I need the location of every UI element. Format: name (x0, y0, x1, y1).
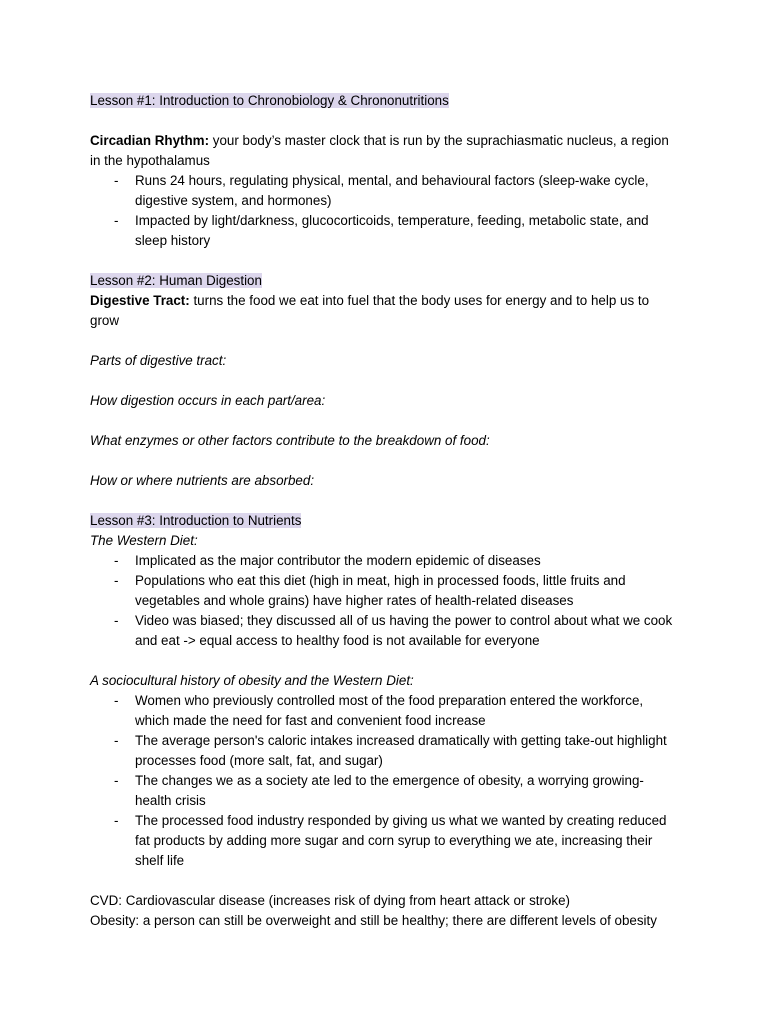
spacer (90, 111, 680, 131)
spacer (90, 651, 680, 671)
lesson3-heading-line (90, 511, 680, 531)
spacer (90, 871, 680, 891)
lesson2-heading: Lesson #2: Human Digestion (90, 273, 262, 288)
lesson3-heading: Lesson #3: Introduction to Nutrients (90, 513, 302, 528)
western-diet-bullet-list (90, 551, 680, 651)
bullet-dash: - (114, 553, 119, 568)
list-item (90, 811, 680, 871)
list-item (90, 771, 680, 811)
list-item-text: The average person's caloric intakes increased dramatically with getting take-out highlight processes food (more salt, fat, and sugar) (135, 733, 667, 768)
list-item (90, 211, 680, 251)
history-title: A sociocultural history of obesity and the Western Diet: (90, 673, 414, 688)
obesity-note: Obesity: a person can still be overweight and still be healthy; there are different levels of obesity (90, 913, 657, 928)
spacer (90, 371, 680, 391)
history-bullet-list (90, 691, 680, 871)
bullet-dash: - (114, 573, 119, 588)
list-item-text: Implicated as the major contributor the modern epidemic of diseases (135, 553, 541, 568)
lesson1-definition (90, 131, 680, 171)
spacer (90, 491, 680, 511)
lesson2-heading-line (90, 271, 680, 291)
question-absorption: How or where nutrients are absorbed: (90, 473, 315, 488)
circadian-rhythm-term: Circadian Rhythm: (90, 133, 210, 148)
bullet-dash: - (114, 773, 119, 788)
spacer (90, 411, 680, 431)
list-item (90, 731, 680, 771)
list-item (90, 551, 680, 571)
list-item (90, 691, 680, 731)
bullet-dash: - (114, 733, 119, 748)
list-item-text: The processed food industry responded by giving us what we wanted by creating reduced fat products by adding more sugar and corn syrup to everything we ate, increasing their shelf life (135, 813, 667, 868)
list-item-text: Runs 24 hours, regulating physical, mental, and behavioural factors (sleep-wake cycle, digestive system, and hormones) (135, 173, 649, 208)
list-item-text: Impacted by light/darkness, glucocorticoids, temperature, feeding, metabolic state, and sleep history (135, 213, 649, 248)
question-parts: Parts of digestive tract: (90, 353, 227, 368)
circadian-rhythm-definition: your body’s master clock that is run by the suprachiasmatic nucleus, a region in the hypothalamus (90, 133, 669, 168)
list-item-text: Women who previously controlled most of the food preparation entered the workforce, which made the need for fast and convenient food increase (135, 693, 644, 728)
list-item-text: The changes we as a society ate led to the emergence of obesity, a worrying growing-health crisis (135, 773, 644, 808)
cvd-note: CVD: Cardiovascular disease (increases risk of dying from heart attack or stroke) (90, 893, 571, 908)
digestive-tract-term: Digestive Tract: (90, 293, 190, 308)
list-item (90, 571, 680, 611)
western-diet-title: The Western Diet: (90, 533, 198, 548)
spacer (90, 331, 680, 351)
bullet-dash: - (114, 173, 119, 188)
bullet-dash: - (114, 213, 119, 228)
spacer (90, 251, 680, 271)
document-page (90, 91, 680, 931)
lesson2-definition (90, 291, 680, 331)
list-item-text: Populations who eat this diet (high in meat, high in processed foods, little fruits and vegetables and whole grains) have higher rates of health-related diseases (135, 573, 626, 608)
list-item-text: Video was biased; they discussed all of us having the power to control about what we cook and eat -> equal access to healthy food is not available for everyone (135, 613, 673, 648)
bullet-dash: - (114, 813, 119, 828)
digestive-tract-definition: turns the food we eat into fuel that the body uses for energy and to help us to grow (90, 293, 650, 328)
list-item (90, 611, 680, 651)
bullet-dash: - (114, 613, 119, 628)
spacer (90, 451, 680, 471)
list-item (90, 171, 680, 211)
bullet-dash: - (114, 693, 119, 708)
question-digestion: How digestion occurs in each part/area: (90, 393, 326, 408)
lesson1-heading-line (90, 91, 680, 111)
lesson1-bullet-list (90, 171, 680, 251)
question-enzymes: What enzymes or other factors contribute to the breakdown of food: (90, 433, 490, 448)
lesson1-heading: Lesson #1: Introduction to Chronobiology & Chrononutritions (90, 93, 449, 108)
